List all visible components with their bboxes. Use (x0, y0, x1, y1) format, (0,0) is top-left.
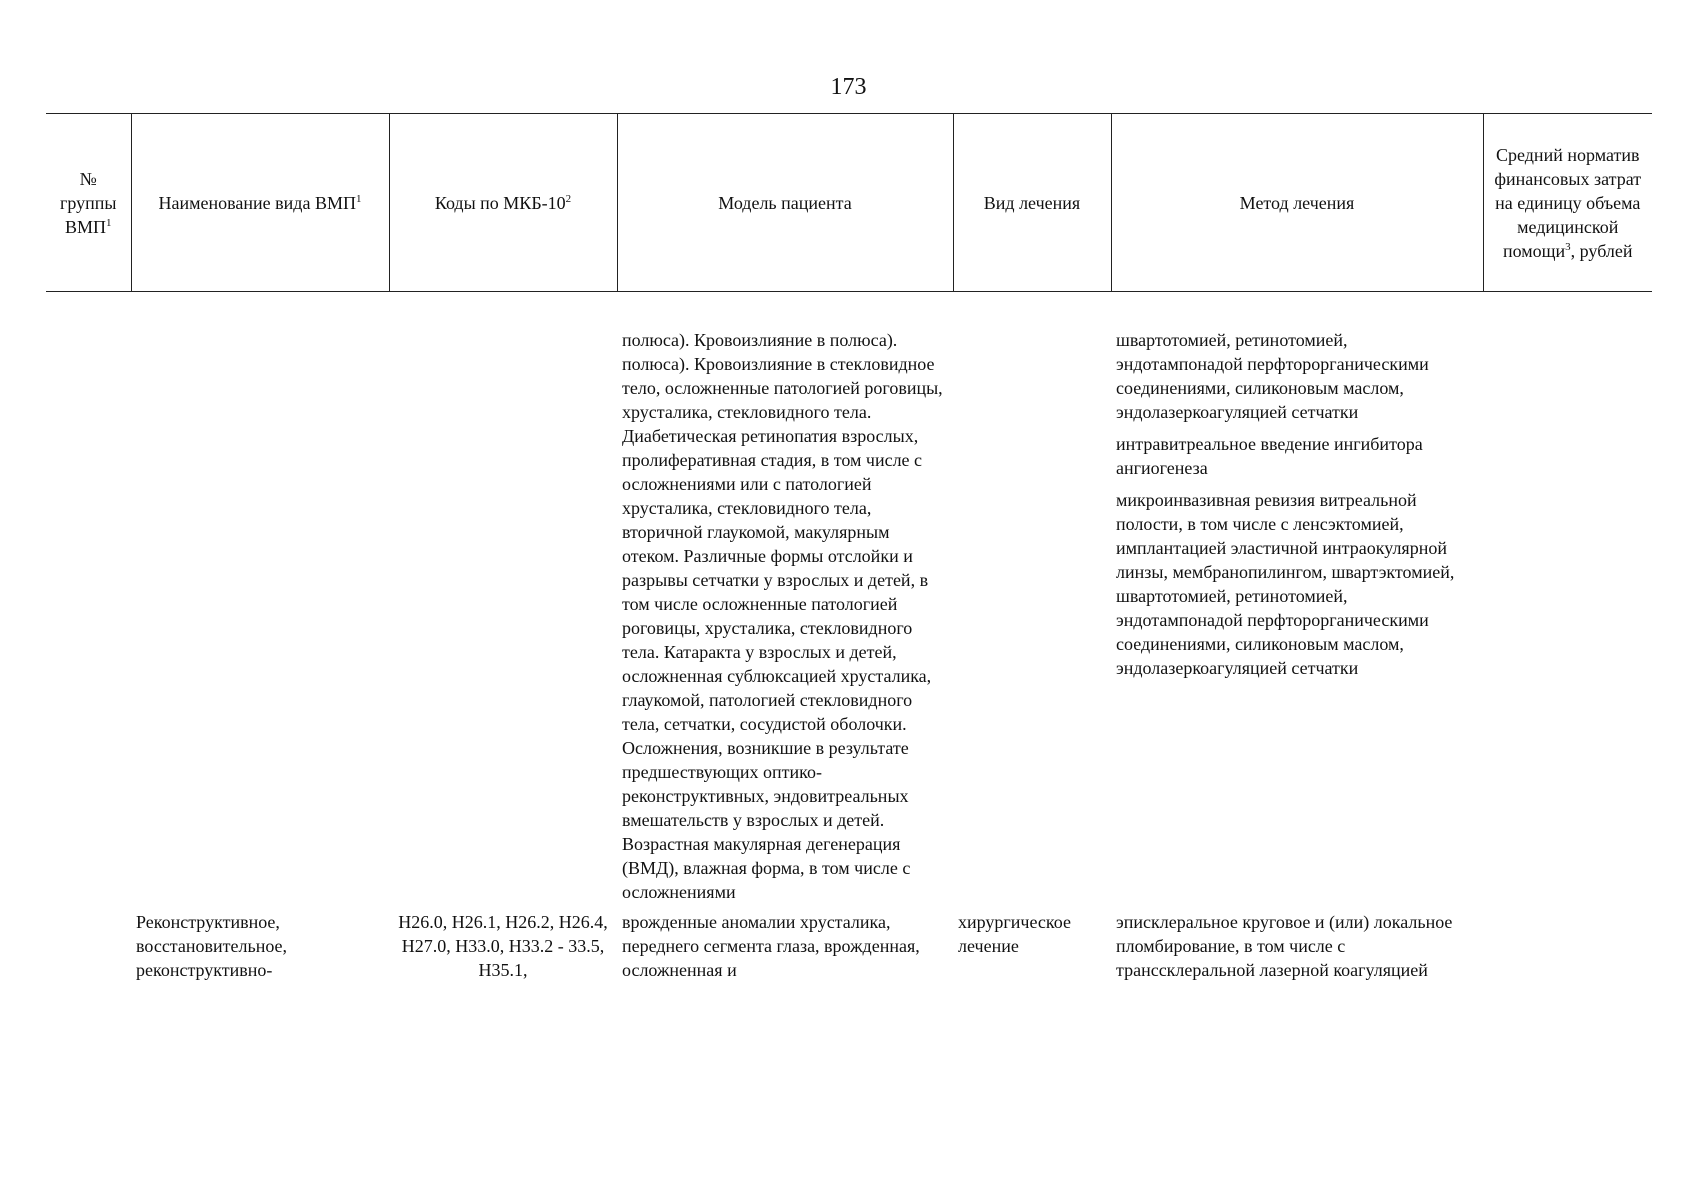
method-item: эписклеральное круговое и (или) локальное пломбирование, в том числе с транссклеральной лазерной коагуляцией (1116, 911, 1453, 980)
header-treatment-type: Вид лечения (953, 114, 1111, 292)
method-item: швартотомией, ретинотомией, эндотампонадой перфторорганическими соединениями, силиконовым маслом, эндолазеркоагуляцией сетчатки (1116, 329, 1429, 422)
table-row (46, 328, 1652, 904)
method-item: микроинвазивная ревизия витреальной полости, в том числе с ленсэктомией, имплантацией эластичной интраокулярной линзы, мембранопилингом, швартэктомией, швартотомией, ретинотомией, эндотампонадой перфторорганическими соединениями, силиконовым маслом, эндолазеркоагуляцией сетчатки (1116, 489, 1455, 678)
header-icd-codes: Коды по МКБ-$10^2$ (389, 114, 617, 292)
cell-patient-model: полюса). Кровоизлияние в полюса). полюса). Кровоизлияние в стекловидное тело, осложненные патологией роговицы, хрусталика, стекловидного тела. Диабетическая ретинопатия взрослых, пролиферативная стадия, в том числе с осложнениями или с патологией хрусталика, стекловидного тела, вторичной глаукомой, макулярным отеком. Различные формы отслойки и разрывы сетчатки у взрослых и детей, в том числе осложненные патологией роговицы, хрусталика, стекловидного тела. Катаракта у взрослых и детей, осложненная сублюксацией хрусталика, глаукомой, патологией стекловидного тела, сетчатки, сосудистой оболочки. Осложнения, возникшие в результате предшествующих оптико-реконструктивных, эндовитреальных вмешательств у взрослых и детей. Возрастная макулярная дегенерация (ВМД), влажная форма, в том числе с осложнениями (622, 329, 943, 902)
vmp-table (46, 113, 1652, 982)
cell-treatment-type: хирургическое лечение (958, 911, 1071, 956)
table-header-row (46, 114, 1652, 292)
cell-patient-model: врожденные аномалии хрусталика, переднего сегмента глаза, врожденная, осложненная и (622, 911, 920, 980)
method-item: интравитреальное введение ингибитора ангиогенеза (1116, 433, 1423, 478)
cell-treatment-method (1111, 328, 1483, 904)
cell-avg-cost (1483, 328, 1652, 904)
page-number: 173 (830, 74, 867, 100)
header-avg-cost: Средний норматив финансовых затрат на единицу объема медицинской помощи$^3$, рублей (1483, 114, 1652, 292)
table-row (46, 904, 1652, 982)
cell-icd-codes: H26.0, H26.1, H26.2, H26.4, H27.0, H33.0, H33.2 - 33.5, H35.1, (398, 911, 608, 980)
cell-treatment-type (953, 328, 1111, 904)
cell-group-no (46, 328, 131, 904)
cell-icd-codes (389, 328, 617, 904)
cell-avg-cost (1483, 904, 1652, 982)
cell-treatment-method (1111, 904, 1483, 982)
cell-vmp-name: Реконструктивное, восстановительное, реконструктивно- (136, 911, 288, 980)
header-treatment-method: Метод лечения (1111, 114, 1483, 292)
header-group-no: № группы ВМП$^1$ (46, 114, 131, 292)
cell-group-no (46, 904, 131, 982)
cell-vmp-name (131, 328, 389, 904)
header-vmp-name: Наименование вида ВМП$^1$ (131, 114, 389, 292)
header-patient-model: Модель пациента (617, 114, 953, 292)
